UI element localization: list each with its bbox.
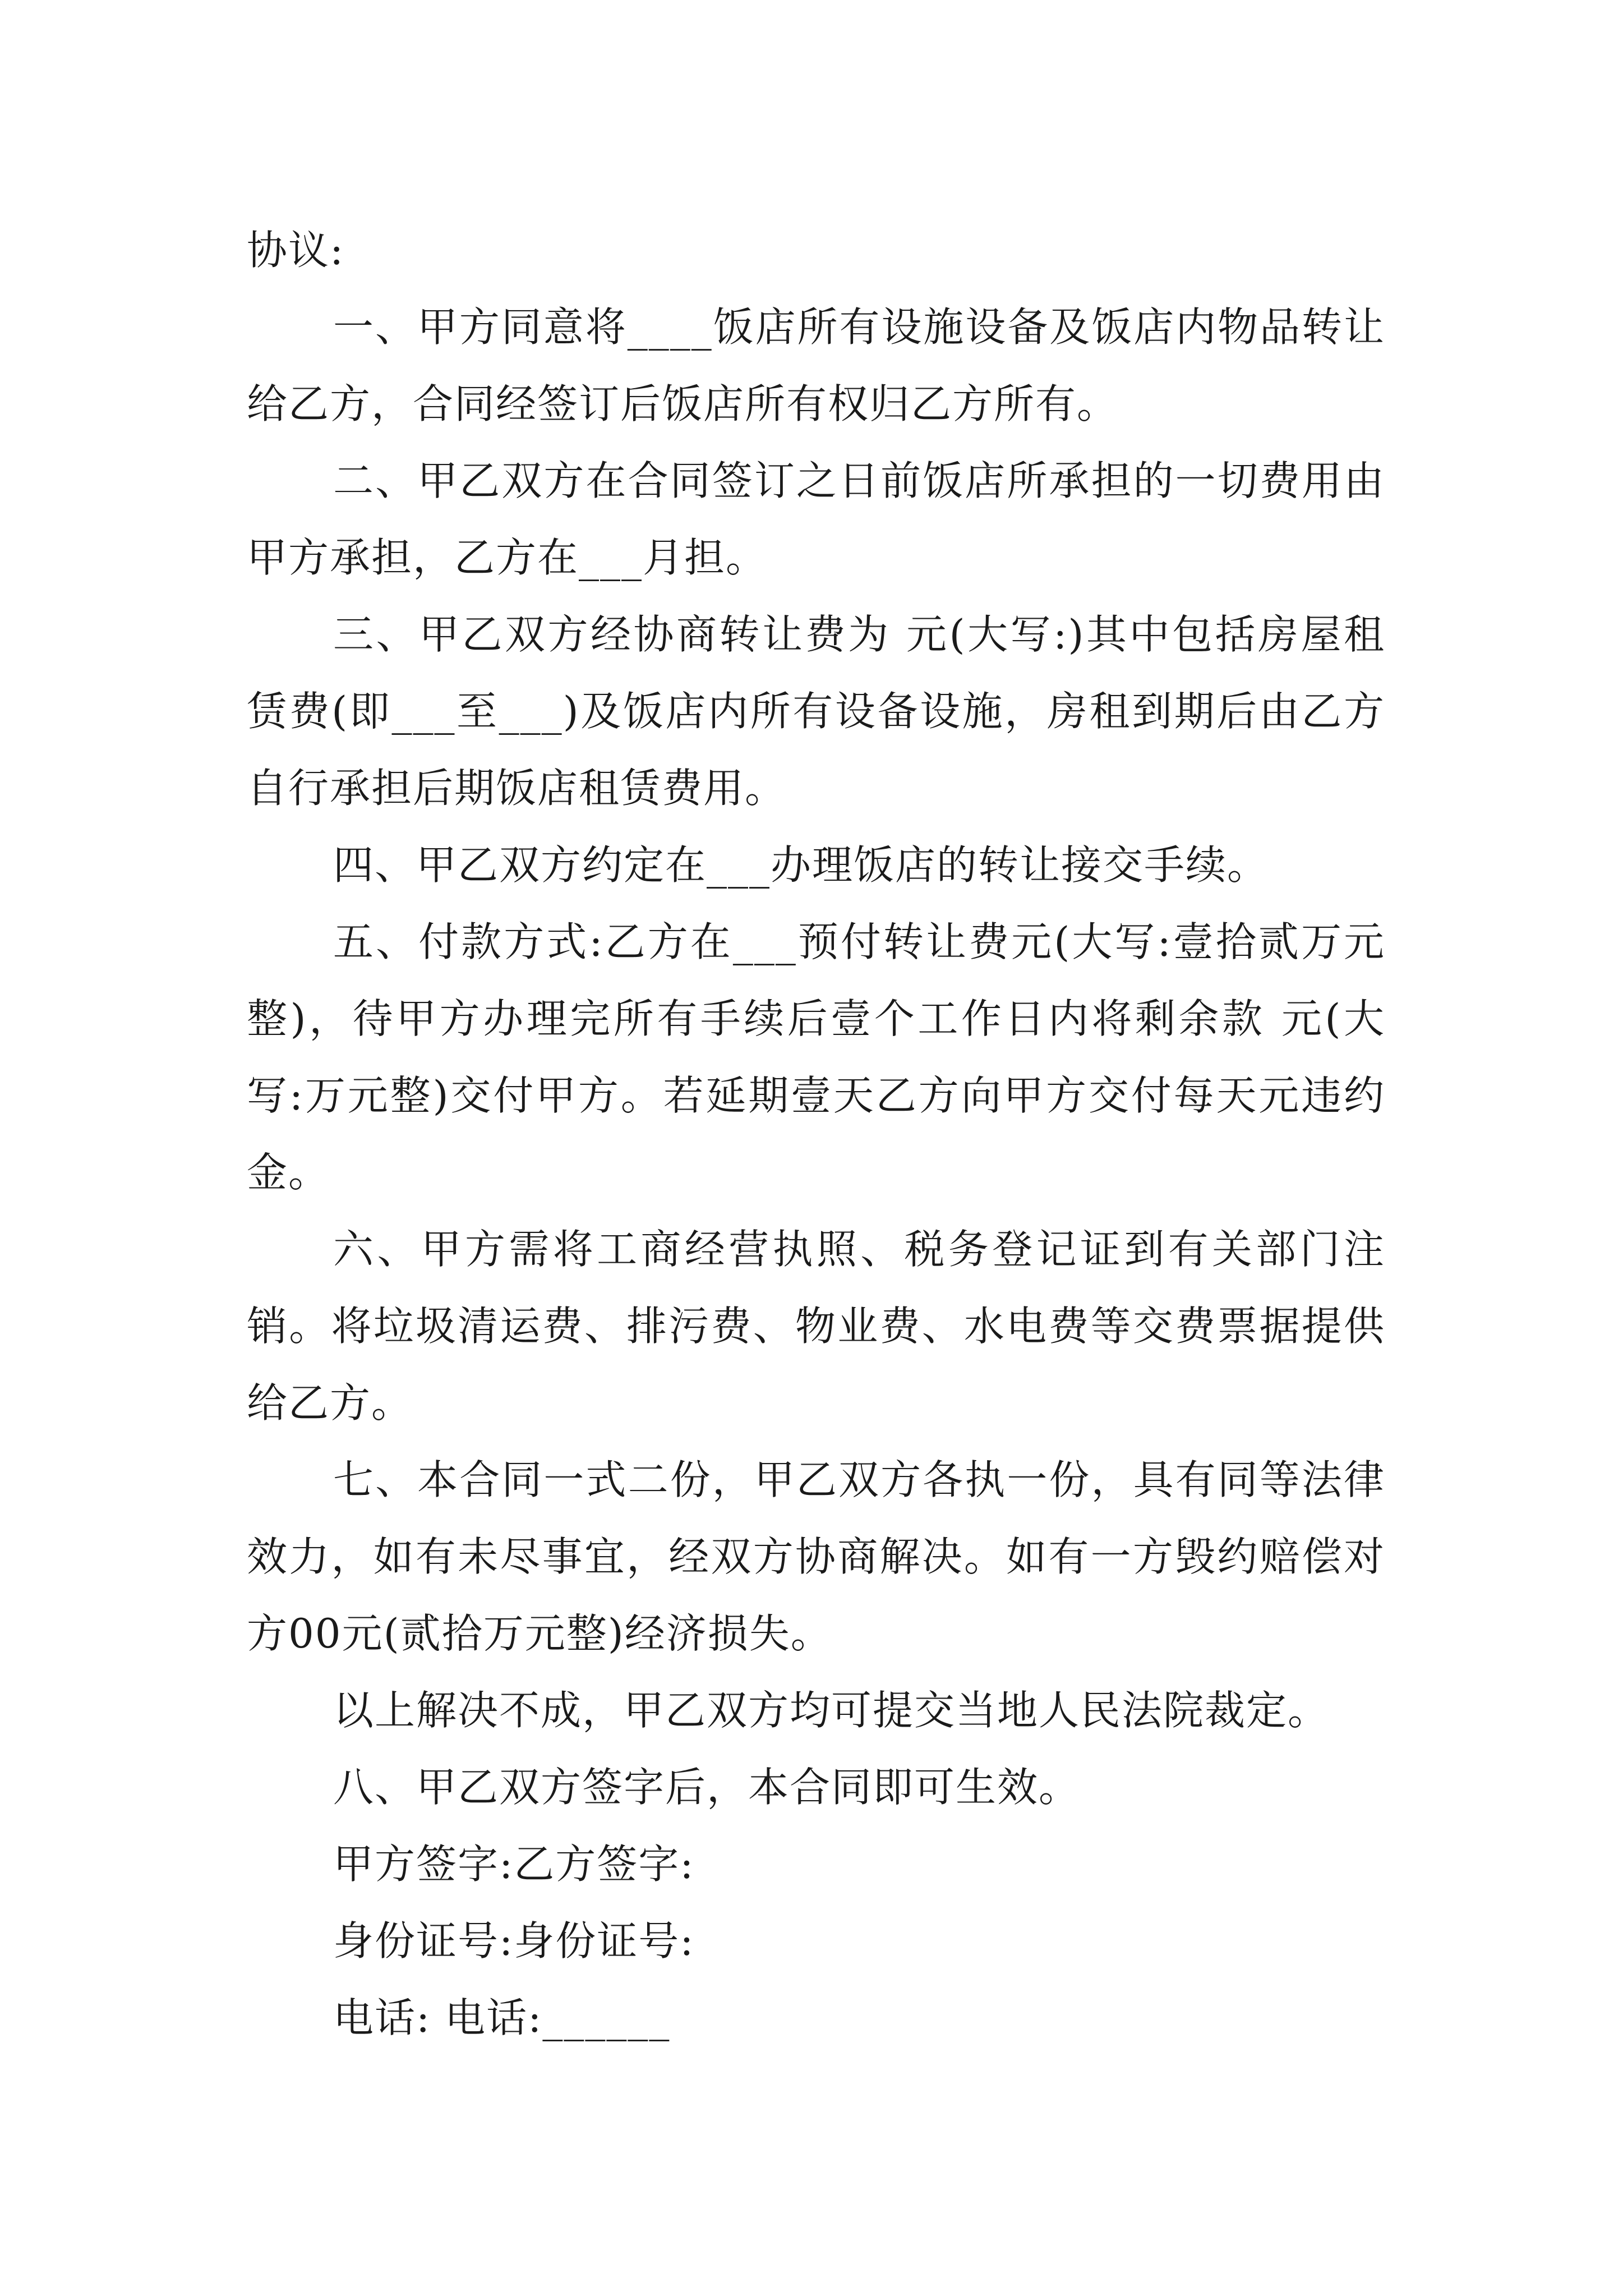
intro-line: 协议: (247, 227, 345, 274)
phone-line: 电话: 电话:______ (333, 1994, 671, 2041)
clause-5: 五、付款方式:乙方在___预付转让费元(大写:壹拾贰万元整)，待甲方办理完所有手续后壹个工作日内将剩余款 元(大写:万元整)交付甲方。若延期壹天乙方向甲方交付每天元违约金。 (247, 918, 1385, 1196)
clause-1: 一、甲方同意将____饭店所有设施设备及饭店内物品转让给乙方，合同经签订后饭店所有权归乙方所有。 (247, 303, 1385, 427)
clause-6: 六、甲方需将工商经营执照、税务登记证到有关部门注销。将垃圾清运费、排污费、物业费、水电费等交费票据提供给乙方。 (247, 1226, 1385, 1427)
clause-8: 八、甲乙双方签字后，本合同即可生效。 (333, 1764, 1081, 1811)
clause-3: 三、甲乙双方经协商转让费为 元(大写:)其中包括房屋租赁费(即___至___)及饭店内所有设备设施，房租到期后由乙方自行承担后期饭店租赁费用。 (247, 611, 1385, 812)
id-number-line: 身份证号:身份证号: (333, 1917, 695, 1964)
contract-body (247, 212, 1385, 2056)
signature-line: 甲方签字:乙方签字: (333, 1841, 695, 1888)
clause-7: 七、本合同一式二份，甲乙双方各执一份，具有同等法律效力，如有未尽事宜，经双方协商解决。如有一方毁约赔偿对方00元(贰拾万元整)经济损失。 (247, 1456, 1385, 1657)
clause-4: 四、甲乙双方约定在___办理饭店的转让接交手续。 (333, 841, 1269, 889)
dispute-clause: 以上解决不成，甲乙双方均可提交当地人民法院裁定。 (333, 1687, 1330, 1734)
clause-2: 二、甲乙双方在合同签订之日前饭店所承担的一切费用由甲方承担，乙方在___月担。 (247, 457, 1385, 581)
